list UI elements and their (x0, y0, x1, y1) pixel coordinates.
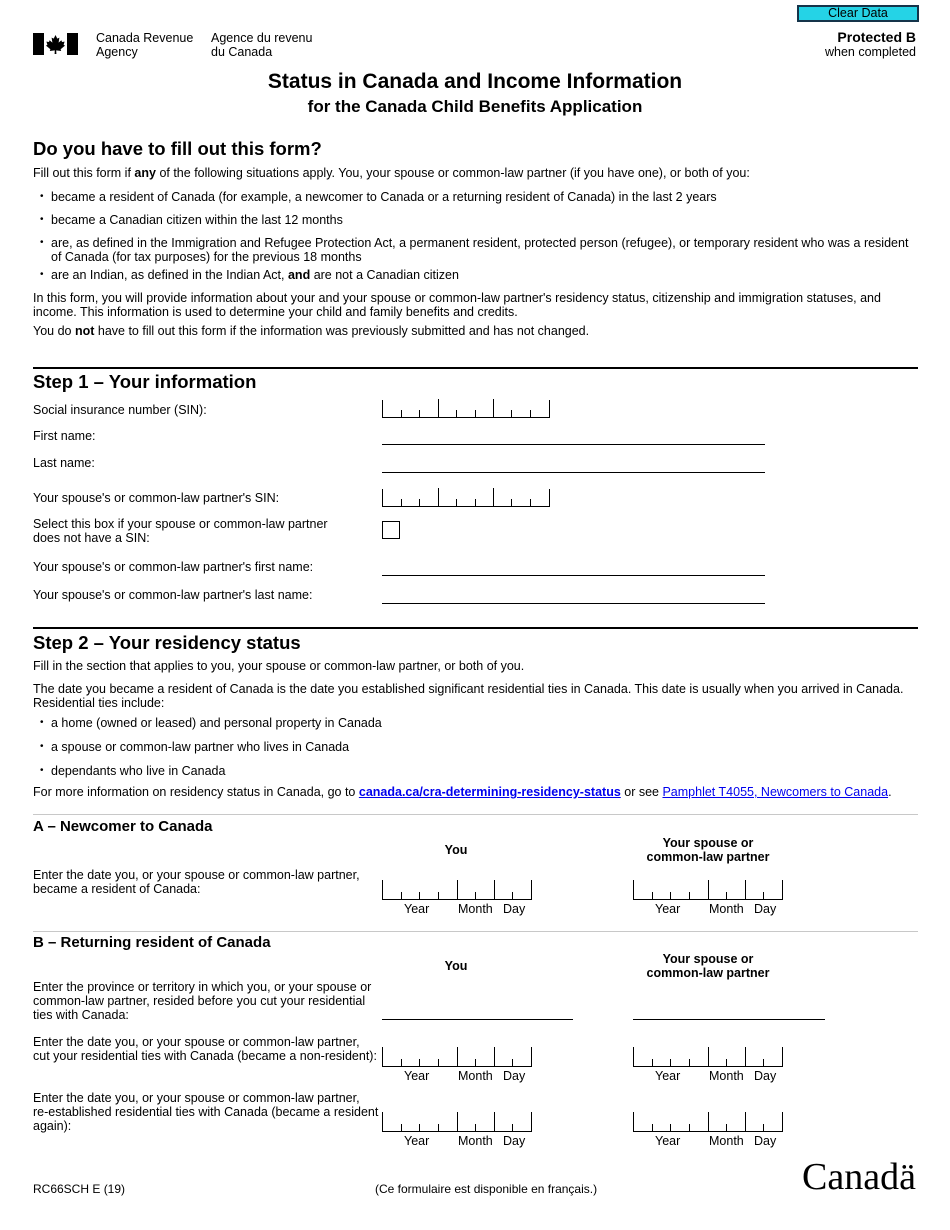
no-sin-label (33, 517, 328, 545)
intro-lead-text2: of the following situations apply. You, your spouse or common-law partner (if you have one), or both of you: (155, 166, 750, 180)
spouse-sin-label: Your spouse's or common-law partner's SIN: (33, 491, 280, 505)
spouse-last-name-label: Your spouse's or common-law partner's last name: (33, 588, 313, 602)
date-month-label: Month (709, 1069, 744, 1083)
first-name-label: First name: (33, 429, 96, 443)
you-province-input[interactable] (382, 1019, 573, 1020)
intro-note (33, 324, 589, 338)
intro-bullet (33, 268, 913, 282)
reest-label-line3: again): (33, 1119, 72, 1133)
bullet4-text2: are not a Canadian citizen (310, 268, 459, 282)
you-cut-ties-date-input[interactable] (382, 1047, 532, 1083)
spouse-cut-ties-date-input[interactable] (633, 1047, 783, 1083)
cut-ties-label-line2: cut your residential ties with Canada (became a non-resident): (33, 1049, 377, 1063)
subsection-divider (33, 814, 918, 815)
you-reestablished-date-input[interactable] (382, 1112, 532, 1148)
reest-label-line1: Enter the date you, or your spouse or common-law partner, (33, 1091, 360, 1105)
date-day-label: Day (754, 1069, 777, 1083)
date-day-label: Day (503, 902, 526, 916)
province-label-line2: common-law partner, resided before you cut your residential (33, 994, 366, 1008)
residential-tie-item: • a home (owned or leased) and personal property in Canada (33, 716, 913, 730)
form-title: Status in Canada and Income Information (267, 70, 683, 93)
section-divider (33, 367, 918, 369)
protected-note: when completed (824, 45, 916, 59)
intro-lead-bold: any (134, 166, 156, 180)
residential-ties-list (33, 716, 913, 778)
subsection-divider (33, 931, 918, 932)
date-month-label: Month (709, 1134, 744, 1148)
step2-residency-paragraph: The date you became a resident of Canada is the date you established significant residential ties in Canada. This date is usually when you arrived in Canada. Residential ties include: (33, 682, 904, 710)
agency-name-english (96, 31, 193, 59)
intro-heading: Do you have to fill out this form? (33, 138, 322, 159)
column-spouse-line2: common-law partner (646, 966, 770, 980)
date-month-label: Month (458, 902, 493, 916)
section-divider (33, 627, 918, 629)
no-sin-label-line2: does not have a SIN: (33, 531, 150, 545)
reestablished-date-label (33, 1091, 378, 1133)
step2-heading: Step 2 – Your residency status (33, 632, 301, 653)
date-year-label: Year (655, 1134, 681, 1148)
residency-status-link[interactable]: canada.ca/cra-determining-residency-status (358, 785, 621, 799)
spouse-last-name-input[interactable] (382, 603, 765, 604)
spouse-reestablished-date-input[interactable] (633, 1112, 783, 1148)
column-you: You (444, 843, 468, 857)
more-info-end: . (888, 785, 892, 799)
spouse-first-name-input[interactable] (382, 575, 765, 576)
agency-en-line1: Canada Revenue (96, 31, 194, 45)
intro-bullet: • became a resident of Canada (for example, a newcomer to Canada or a returning resident of Canada) in the last 2 years (33, 190, 913, 204)
agency-name-french (211, 31, 312, 59)
agency-fr-line1: Agence du revenu (211, 31, 313, 45)
intro-bullet: • became a Canadian citizen within the last 12 months (33, 213, 913, 227)
more-info-or: or see (620, 785, 663, 799)
residential-tie-item: • dependants who live in Canada (33, 764, 913, 778)
reest-label-line2: re-established residential ties with Canada (became a resident (33, 1105, 379, 1119)
date-month-label: Month (709, 902, 744, 916)
date-day-label: Day (503, 1069, 526, 1083)
spouse-sin-input[interactable] (382, 489, 550, 507)
resident-date-label (33, 868, 360, 896)
intro-bullets (33, 190, 913, 282)
column-spouse-line1: Your spouse or (662, 836, 754, 850)
cut-ties-label-line1: Enter the date you, or your spouse or common-law partner, (33, 1035, 360, 1049)
residential-tie-item: • a spouse or common-law partner who lives in Canada (33, 740, 913, 754)
note-bold: not (74, 324, 95, 338)
canada-flag-icon (33, 33, 78, 55)
protected-b-label (825, 30, 916, 59)
column-spouse (628, 836, 788, 864)
clear-data-button[interactable]: Clear Data (797, 5, 919, 22)
canada-wordmark: Canadä (802, 1156, 916, 1198)
date-day-label: Day (754, 1134, 777, 1148)
agency-fr-line2: du Canada (211, 45, 273, 59)
protected-text: Protected B (837, 29, 916, 45)
step1-heading: Step 1 – Your information (33, 371, 257, 392)
date-year-label: Year (404, 1069, 430, 1083)
first-name-input[interactable] (382, 444, 765, 445)
bullet4-bold: and (287, 268, 311, 282)
date-month-label: Month (458, 1134, 493, 1148)
no-sin-label-line1: Select this box if your spouse or common-law partner (33, 517, 328, 531)
section-b-heading: B – Returning resident of Canada (33, 934, 271, 951)
resident-date-label-line1: Enter the date you, or your spouse or common-law partner, (33, 868, 360, 882)
cut-ties-date-label (33, 1035, 377, 1063)
you-resident-date-input[interactable] (382, 880, 532, 916)
date-year-label: Year (655, 902, 681, 916)
column-spouse-line1: Your spouse or (662, 952, 754, 966)
note-text2: have to fill out this form if the information was previously submitted and has not changed. (94, 324, 590, 338)
last-name-label: Last name: (33, 456, 95, 470)
form-subtitle: for the Canada Child Benefits Application (307, 97, 643, 116)
date-year-label: Year (655, 1069, 681, 1083)
french-availability-note: (Ce formulaire est disponible en français.) (375, 1182, 598, 1196)
form-code: RC66SCH E (19) (33, 1182, 126, 1196)
province-label-line3: ties with Canada: (33, 1008, 129, 1022)
date-month-label: Month (458, 1069, 493, 1083)
intro-bullet: • are, as defined in the Immigration and Refugee Protection Act, a permanent resident, protected person (refugee), or temporary resident who was a resident of Canada (for tax purposes) for the previous 18 months (33, 236, 913, 264)
more-info-text (33, 785, 892, 799)
column-spouse-line2: common-law partner (646, 850, 770, 864)
note-text: You do (33, 324, 75, 338)
agency-en-line2: Agency (96, 45, 138, 59)
bullet4-text: are an Indian, as defined in the Indian Act, (51, 268, 288, 282)
date-day-label: Day (503, 1134, 526, 1148)
intro-lead (33, 166, 750, 180)
sin-label: Social insurance number (SIN): (33, 403, 207, 417)
intro-lead-text: Fill out this form if (33, 166, 135, 180)
more-info-lead: For more information on residency status in Canada, go to (33, 785, 359, 799)
column-spouse (628, 952, 788, 980)
resident-date-label-line2: became a resident of Canada: (33, 882, 201, 896)
section-a-heading: A – Newcomer to Canada (33, 818, 213, 835)
date-year-label: Year (404, 1134, 430, 1148)
no-sin-checkbox[interactable] (382, 521, 400, 539)
spouse-province-input[interactable] (633, 1019, 825, 1020)
date-day-label: Day (754, 902, 777, 916)
last-name-input[interactable] (382, 472, 765, 473)
spouse-resident-date-input[interactable] (633, 880, 783, 916)
pamphlet-t4055-link[interactable]: Pamphlet T4055, Newcomers to Canada (662, 785, 889, 799)
spouse-first-name-label: Your spouse's or common-law partner's first name: (33, 560, 314, 574)
date-year-label: Year (404, 902, 430, 916)
sin-input[interactable] (382, 400, 550, 418)
step2-instruction: Fill in the section that applies to you, your spouse or common-law partner, or both of you. (33, 659, 525, 673)
intro-paragraph: In this form, you will provide information about your and your spouse or common-law partner's residency status, citizenship and immigration statuses, and income. This information is used to determine your child and family benefits and credits. (33, 291, 881, 319)
column-you: You (444, 959, 468, 973)
province-label-line1: Enter the province or territory in which you, or your spouse or (33, 980, 372, 994)
province-label (33, 980, 371, 1022)
